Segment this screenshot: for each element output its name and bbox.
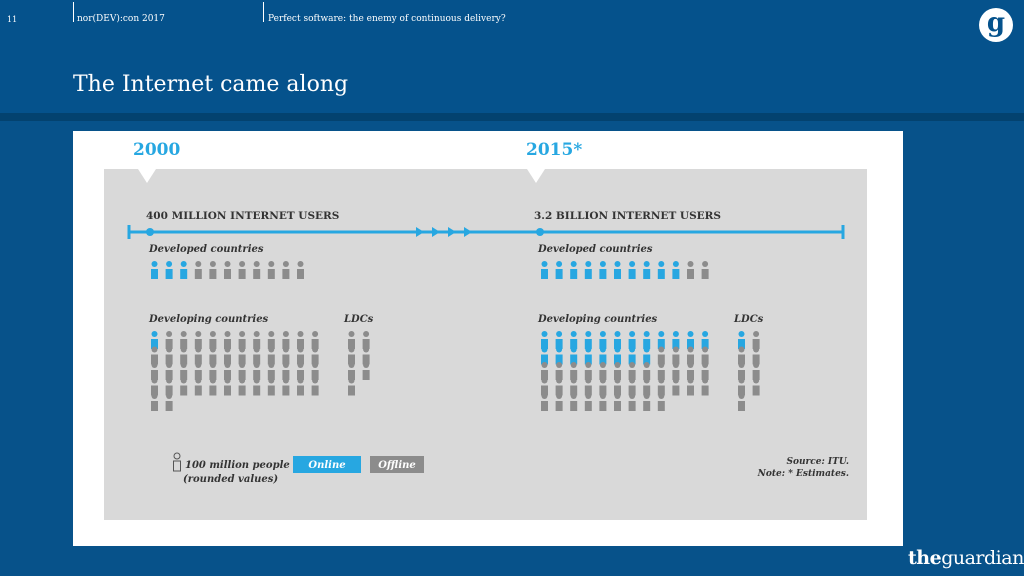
person-offline-icon	[239, 362, 246, 380]
person-offline-icon	[195, 362, 202, 380]
guardian-wordmark	[908, 547, 1024, 569]
person-offline-icon	[672, 378, 679, 396]
person-offline-icon	[599, 362, 606, 380]
person-online-icon	[180, 261, 187, 279]
person-online-icon	[672, 331, 679, 349]
person-online-icon	[541, 331, 548, 349]
person-offline-icon	[253, 261, 260, 279]
person-offline-icon	[556, 378, 563, 396]
person-offline-icon	[363, 331, 370, 349]
ldc-label-2000: LDCs	[344, 314, 374, 325]
person-offline-icon	[312, 378, 319, 396]
person-offline-icon	[253, 362, 260, 380]
person-offline-icon	[585, 393, 592, 411]
year-2015-label: 2015*	[526, 140, 583, 160]
person-offline-icon	[297, 347, 304, 365]
person-offline-icon	[209, 347, 216, 365]
person-offline-icon	[151, 393, 158, 411]
person-offline-icon	[541, 378, 548, 396]
person-offline-icon	[585, 378, 592, 396]
person-online-icon	[614, 261, 621, 279]
person-offline-icon	[312, 362, 319, 380]
person-offline-icon	[629, 362, 636, 380]
person-offline-icon	[166, 378, 173, 396]
person-offline-icon	[282, 378, 289, 396]
person-offline-icon	[687, 261, 694, 279]
person-offline-icon	[224, 347, 231, 365]
person-offline-icon	[195, 331, 202, 349]
person-online-icon	[585, 347, 592, 365]
person-online-icon	[672, 261, 679, 279]
year-2000-label: 2000	[133, 140, 181, 160]
developed-label-2000: Developed countries	[149, 244, 264, 255]
guardian-roundel-icon: g	[979, 8, 1013, 42]
person-online-icon	[541, 347, 548, 365]
person-online-icon	[687, 331, 694, 349]
person-online-icon	[585, 331, 592, 349]
person-offline-icon	[239, 331, 246, 349]
person-offline-icon	[180, 331, 187, 349]
person-offline-icon	[753, 378, 760, 396]
person-offline-icon	[643, 362, 650, 380]
person-offline-icon	[151, 347, 158, 365]
person-offline-icon	[209, 362, 216, 380]
person-online-icon	[556, 347, 563, 365]
person-online-icon	[702, 331, 709, 349]
person-offline-icon	[297, 362, 304, 380]
person-offline-icon	[753, 331, 760, 349]
person-offline-icon	[268, 362, 275, 380]
person-offline-icon	[253, 347, 260, 365]
person-online-icon	[629, 347, 636, 365]
person-offline-icon	[348, 378, 355, 396]
legend-offline-label: Offline	[378, 460, 416, 471]
person-offline-icon	[180, 362, 187, 380]
person-offline-icon	[643, 393, 650, 411]
person-offline-icon	[614, 362, 621, 380]
person-offline-icon	[738, 362, 745, 380]
person-offline-icon	[753, 362, 760, 380]
person-offline-icon	[282, 261, 289, 279]
person-online-icon	[151, 261, 158, 279]
person-offline-icon	[541, 362, 548, 380]
person-online-icon	[643, 347, 650, 365]
person-offline-icon	[239, 378, 246, 396]
person-offline-icon	[738, 378, 745, 396]
person-online-icon	[570, 261, 577, 279]
legend-unit-note: (rounded values)	[183, 474, 279, 485]
person-online-icon	[599, 331, 606, 349]
person-online-icon	[570, 347, 577, 365]
person-offline-icon	[599, 393, 606, 411]
infographic	[73, 131, 903, 546]
person-offline-icon	[738, 347, 745, 365]
person-offline-icon	[209, 261, 216, 279]
person-offline-icon	[195, 347, 202, 365]
person-offline-icon	[629, 378, 636, 396]
talk-title: Perfect software: the enemy of continuous delivery?	[268, 14, 506, 24]
person-offline-icon	[643, 378, 650, 396]
users-2015-label: 3.2 BILLION INTERNET USERS	[534, 210, 721, 222]
person-offline-icon	[658, 393, 665, 411]
users-2000-label: 400 MILLION INTERNET USERS	[146, 210, 340, 222]
person-offline-icon	[702, 261, 709, 279]
person-offline-icon	[658, 378, 665, 396]
header-separator	[263, 2, 264, 22]
person-offline-icon	[180, 347, 187, 365]
person-offline-icon	[556, 393, 563, 411]
person-offline-icon	[599, 378, 606, 396]
person-online-icon	[643, 331, 650, 349]
person-offline-icon	[166, 362, 173, 380]
person-offline-icon	[556, 362, 563, 380]
person-online-icon	[643, 261, 650, 279]
person-online-icon	[541, 261, 548, 279]
person-offline-icon	[541, 393, 548, 411]
person-offline-icon	[672, 362, 679, 380]
person-offline-icon	[224, 378, 231, 396]
person-offline-icon	[614, 378, 621, 396]
person-offline-icon	[363, 347, 370, 365]
person-offline-icon	[151, 378, 158, 396]
person-offline-icon	[585, 362, 592, 380]
person-offline-icon	[687, 347, 694, 365]
person-offline-icon	[348, 347, 355, 365]
developed-label-2015: Developed countries	[538, 244, 653, 255]
legend-online-label: Online	[308, 460, 346, 471]
person-offline-icon	[268, 331, 275, 349]
person-offline-icon	[312, 331, 319, 349]
person-offline-icon	[282, 347, 289, 365]
person-offline-icon	[702, 362, 709, 380]
person-online-icon	[658, 331, 665, 349]
estimates-note: Note: * Estimates.	[757, 469, 849, 479]
person-online-icon	[738, 331, 745, 349]
person-offline-icon	[658, 347, 665, 365]
infographic-card	[73, 131, 903, 546]
person-online-icon	[629, 331, 636, 349]
person-offline-icon	[253, 378, 260, 396]
timeline-dot	[536, 228, 544, 236]
person-online-icon	[570, 331, 577, 349]
person-offline-icon	[297, 378, 304, 396]
person-offline-icon	[297, 261, 304, 279]
person-offline-icon	[268, 378, 275, 396]
person-offline-icon	[348, 331, 355, 349]
person-offline-icon	[672, 347, 679, 365]
person-online-icon	[629, 261, 636, 279]
person-offline-icon	[614, 393, 621, 411]
person-offline-icon	[348, 362, 355, 380]
person-offline-icon	[166, 331, 173, 349]
person-offline-icon	[268, 261, 275, 279]
person-offline-icon	[268, 347, 275, 365]
person-offline-icon	[753, 347, 760, 365]
person-offline-icon	[363, 362, 370, 380]
header-separator	[73, 2, 74, 22]
person-offline-icon	[209, 378, 216, 396]
person-offline-icon	[738, 393, 745, 411]
person-online-icon	[599, 261, 606, 279]
person-offline-icon	[629, 393, 636, 411]
person-offline-icon	[151, 362, 158, 380]
person-online-icon	[614, 347, 621, 365]
person-offline-icon	[297, 331, 304, 349]
person-offline-icon	[180, 378, 187, 396]
developing-label-2000: Developing countries	[149, 314, 269, 325]
person-offline-icon	[658, 362, 665, 380]
person-offline-icon	[570, 378, 577, 396]
person-offline-icon	[570, 393, 577, 411]
person-offline-icon	[209, 331, 216, 349]
person-offline-icon	[570, 362, 577, 380]
source-note: Source: ITU.	[786, 457, 849, 467]
person-offline-icon	[195, 378, 202, 396]
person-offline-icon	[239, 347, 246, 365]
person-online-icon	[151, 331, 158, 349]
person-offline-icon	[282, 362, 289, 380]
person-offline-icon	[702, 347, 709, 365]
person-offline-icon	[312, 347, 319, 365]
ldc-label-2015: LDCs	[734, 314, 764, 325]
header-divider	[0, 113, 1024, 121]
person-offline-icon	[239, 261, 246, 279]
timeline-dot	[146, 228, 154, 236]
person-online-icon	[599, 347, 606, 365]
person-offline-icon	[166, 347, 173, 365]
slide-title: The Internet came along	[73, 72, 349, 97]
person-online-icon	[658, 261, 665, 279]
slide-number: 11	[7, 15, 18, 24]
person-online-icon	[166, 261, 173, 279]
developing-label-2015: Developing countries	[538, 314, 658, 325]
person-offline-icon	[195, 261, 202, 279]
legend-unit-label: 100 million people	[185, 460, 290, 471]
conference-name: nor(DEV):con 2017	[77, 14, 165, 24]
person-online-icon	[614, 331, 621, 349]
person-online-icon	[585, 261, 592, 279]
person-offline-icon	[687, 362, 694, 380]
person-offline-icon	[702, 378, 709, 396]
person-online-icon	[556, 331, 563, 349]
person-offline-icon	[253, 331, 260, 349]
person-offline-icon	[224, 261, 231, 279]
person-offline-icon	[224, 362, 231, 380]
person-offline-icon	[224, 331, 231, 349]
person-offline-icon	[687, 378, 694, 396]
wordmark-the: the	[908, 547, 942, 569]
wordmark-guardian: guardian	[941, 547, 1024, 569]
person-offline-icon	[166, 393, 173, 411]
person-online-icon	[556, 261, 563, 279]
person-offline-icon	[282, 331, 289, 349]
